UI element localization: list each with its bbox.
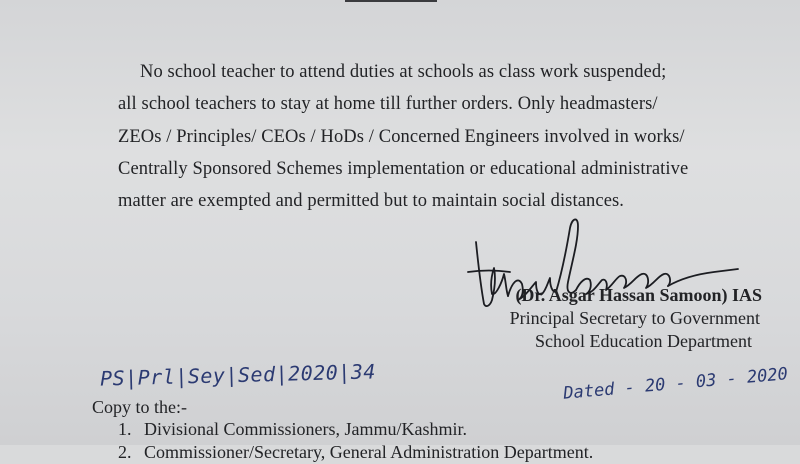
paragraph-line-4: Centrally Sponsored Schemes implementation or educational administrative [118,158,689,179]
list-item-number: 1. [118,419,132,439]
copy-to-heading: Copy to the:- [92,397,187,417]
list-item [118,441,593,464]
paragraph-line-5: matter are exempted and permitted but to maintain social distances. [118,191,625,212]
signatory-title: Principal Secretary to Government [509,308,760,328]
list-item-number: 2. [118,442,132,462]
signatory-department: School Education Department [535,331,752,351]
paragraph-line-2: all school teachers to stay at home till further orders. Only headmasters/ [118,94,658,115]
signatory-block [440,284,770,353]
signatory-name: (Dr. Asgar Hassan Samoon) IAS [515,285,762,305]
paragraph-line-3: ZEOs / Principles/ CEOs / HoDs / Concerned Engineers involved in works/ [118,126,685,147]
copy-to-list [118,418,593,464]
list-item [118,418,593,441]
reference-number: PS|Prl|Sey|Sed|2020|34 [99,359,377,391]
list-item-text: Commissioner/Secretary, General Administration Department. [144,442,594,462]
list-item-text: Divisional Commissioners, Jammu/Kashmir. [144,419,467,439]
order-paragraph [118,56,758,217]
dated-annotation: Dated - 20 - 03 - 2020 [562,364,789,404]
paragraph-line-1: No school teacher to attend duties at schools as class work suspended; [140,62,667,82]
header-bar-fragment [345,0,437,2]
